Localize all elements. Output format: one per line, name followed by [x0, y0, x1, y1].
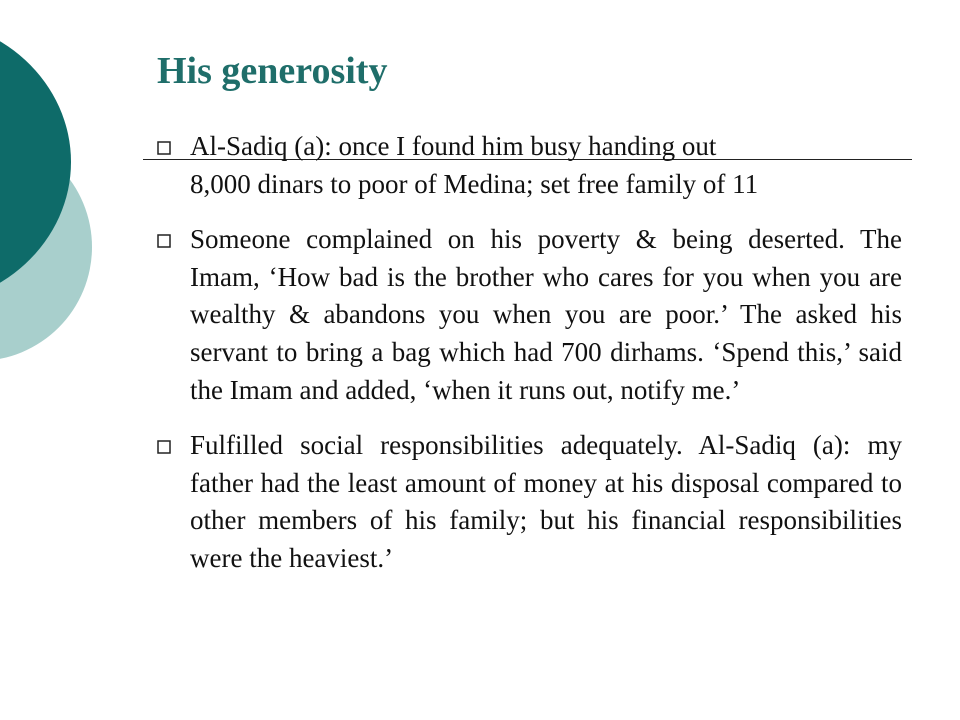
hollow-square-bullet-icon — [157, 128, 190, 168]
slide-title: His generosity — [157, 50, 388, 92]
bullet-text: Al-Sadiq (a): once I found him busy handing out 8,000 dinars to poor of Medina; set free family of 11 — [190, 131, 759, 199]
corner-circles-decoration — [0, 0, 100, 400]
bullet-item — [157, 221, 902, 409]
bullet-item — [157, 128, 902, 203]
bullet-text: Someone complained on his poverty & being deserted. The Imam, ‘How bad is the brother who cares for you when you are wealthy & abandons you when you are poor.’ The asked his servant to bring a bag which had 700 dirhams. ‘Spend this,’ said the Imam and added, ‘when it runs out, notify me.’ — [190, 224, 902, 405]
bullet-list — [157, 128, 902, 596]
bullet-item — [157, 427, 902, 577]
hollow-square-bullet-icon — [157, 427, 190, 467]
bullet-text: Fulfilled social responsibilities adequately. Al-Sadiq (a): my father had the least amount of money at his disposal compared to other members of his family; but his financial responsibilities were the heaviest.’ — [190, 430, 902, 573]
hollow-square-bullet-icon — [157, 221, 190, 261]
